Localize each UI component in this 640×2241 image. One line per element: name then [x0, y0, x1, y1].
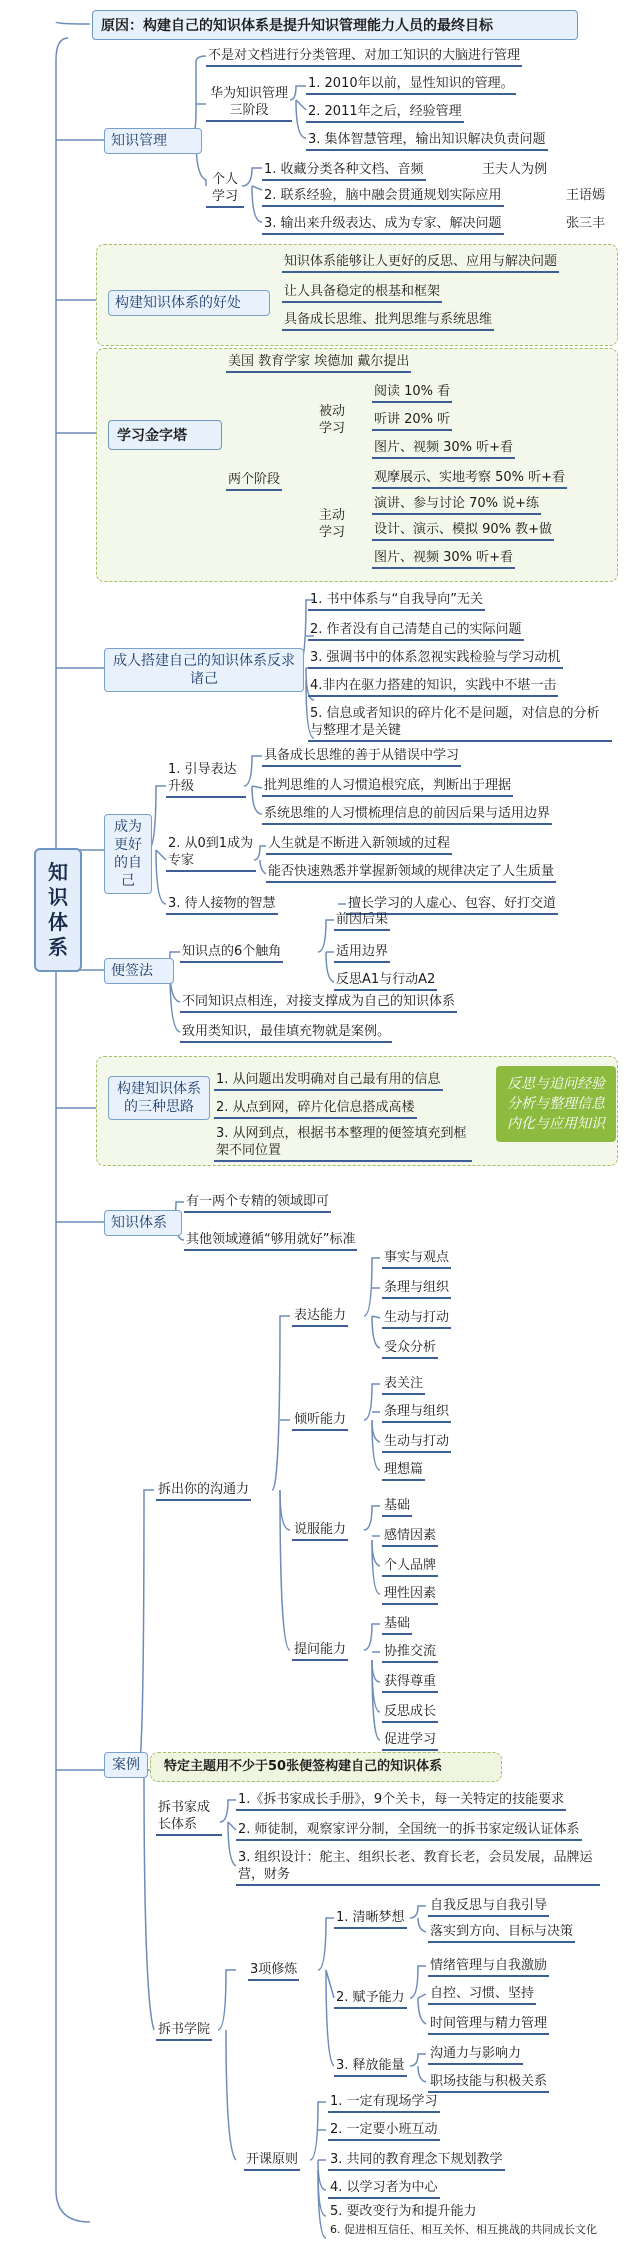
pyramid-origin: 美国 教育学家 埃德加 戴尔提出	[226, 352, 411, 373]
enter-new-fields: 人生就是不断进入新领域的过程	[266, 834, 452, 855]
expression-3: 生动与打动	[382, 1308, 451, 1329]
adult-point-3: 3. 强调书中的体系忽视实践检验与学习动机	[308, 648, 563, 669]
sticky-note-method-label: 便签法	[111, 963, 153, 979]
empowerment-2: 自控、习惯、坚持	[428, 1984, 536, 2005]
reason-label: 原因：构建自己的知识体系是提升知识管理能力人员的最终目标	[101, 18, 493, 34]
benefit-1: 知识体系能够让人更好的反思、应用与解决问题	[282, 252, 559, 273]
reason-node	[92, 10, 578, 40]
knowledge-management-label: 知识管理	[111, 133, 167, 149]
book-splitter-academy: 拆书学院	[156, 2020, 212, 2041]
personal-learning: 个人学习	[206, 170, 244, 208]
active-1: 演讲、参与讨论 70% 说+练	[372, 494, 541, 515]
expression-upgrade: 1. 引导表达升级	[166, 760, 246, 798]
questioning-5: 促进学习	[382, 1730, 438, 1751]
passive-learning: 被动学习	[318, 404, 345, 436]
practice-release-energy: 3. 释放能量	[334, 2056, 407, 2077]
active-3: 图片、视频 30% 听+看	[372, 548, 515, 569]
approach-1: 1. 从问题出发明确对自己最有用的信息	[214, 1070, 443, 1091]
growth-system-3: 3. 组织设计：舵主、组织长老、教育长老，会员发展，品牌运营，财务	[236, 1848, 600, 1886]
growth-system-1: 1.《拆书家成长手册》，9个关卡，每一关特定的技能要求	[236, 1790, 566, 1811]
listening-3: 生动与打动	[382, 1432, 451, 1453]
six-tentacles: 知识点的6个触角	[180, 942, 283, 963]
root-label: 知识体系	[48, 860, 68, 959]
personal-learning-3-example: 张三丰	[566, 216, 606, 231]
approach-2: 2. 从点到网，碎片化信息搭成高楼	[214, 1098, 417, 1119]
good-learner-traits: 擅长学习的人虚心、包容、好打交道	[346, 894, 558, 915]
passive-1: 阅读 10% 看	[372, 382, 452, 403]
principle-4: 4. 以学习者为中心	[328, 2178, 440, 2199]
pyramid-panel	[96, 348, 618, 582]
expression-4: 受众分析	[382, 1338, 438, 1359]
adult-point-4: 4.非内在驱力搭建的知识，实践中不堪一击	[308, 676, 558, 697]
benefit-2: 让人具备稳定的根基和框架	[282, 282, 442, 303]
questioning-ability: 提问能力	[292, 1640, 348, 1661]
practice-clear-dream: 1. 清晰梦想	[334, 1908, 407, 1929]
sticky-note-method-node	[104, 958, 174, 984]
critical-mindset: 批判思维的人习惯追根究底，判断出于理据	[262, 776, 513, 797]
persuasion-2: 感情因素	[382, 1526, 438, 1547]
release-energy-2: 职场技能与积极关系	[428, 2072, 549, 2093]
case-label: 案例	[112, 1757, 140, 1773]
principle-6: 6. 促进相互信任、相互关怀、相互挑战的共同成长文化	[330, 2223, 597, 2236]
release-energy-1: 沟通力与影响力	[428, 2044, 523, 2065]
huawei-three-stages: 华为知识管理三阶段	[206, 84, 292, 122]
listening-ability: 倾听能力	[292, 1410, 348, 1431]
questioning-2: 协推交流	[382, 1642, 438, 1663]
personal-learning-2-example: 王语嫣	[566, 188, 606, 203]
principle-1: 1. 一定有现场学习	[328, 2092, 440, 2113]
passive-3: 图片、视频 30% 听+看	[372, 438, 515, 459]
fifty-notes-hint: 特定主题用不少于50张便签构建自己的知识体系	[164, 1759, 443, 1774]
adult-point-1: 1. 书中体系与“自我导向”无关	[308, 590, 485, 611]
huawei-stage-2: 2. 2011年之后，经验管理	[306, 102, 464, 123]
better-self-label: 成为更好的自己	[114, 819, 142, 889]
three-approaches-node	[108, 1076, 210, 1120]
master-new-fields: 能否快速熟悉并掌握新领域的规律决定了人生质量	[266, 862, 556, 883]
benefit-3: 具备成长思维、批判思维与系统思维	[282, 310, 494, 331]
two-stages: 两个阶段	[226, 470, 282, 491]
listening-1: 表关注	[382, 1374, 425, 1395]
adult-knowledge-node	[104, 648, 304, 692]
active-2: 设计、演示、模拟 90% 教+做	[372, 520, 554, 541]
approaches-summary-tag	[496, 1066, 616, 1142]
benefits-label: 构建知识体系的好处	[115, 295, 241, 311]
learning-pyramid-node	[108, 420, 222, 450]
persuasion-1: 基础	[382, 1496, 412, 1517]
growth-mindset: 具备成长思维的善于从错误中学习	[262, 746, 461, 767]
personal-learning-2: 2. 联系经验，脑中融会贯通规划实际应用	[262, 186, 504, 207]
root-node	[34, 848, 82, 972]
approaches-summary-text: 反思与追问经验分析与整理信息内化与应用知识	[507, 1076, 605, 1132]
km-definition: 不是对文档进行分类管理、对加工知识的大脑进行管理	[206, 46, 522, 67]
adult-knowledge-label: 成人搭建自己的知识体系反求诸己	[113, 653, 295, 687]
communication-breakdown: 拆出你的沟通力	[156, 1480, 251, 1501]
course-principles: 开课原则	[244, 2150, 300, 2171]
personal-learning-3: 3. 输出来升级表达、成为专家、解决问题	[262, 214, 504, 235]
persuasion-4: 理性因素	[382, 1584, 438, 1605]
clear-dream-2: 落实到方向、目标与决策	[428, 1922, 575, 1943]
zero-to-one-expert: 2. 从0到1成为专家	[166, 834, 256, 872]
principle-5: 5. 要改变行为和提升能力	[330, 2204, 477, 2219]
applicable-boundary: 适用边界	[334, 942, 390, 963]
connect-knowledge-points: 不同知识点相连，对接支撑成为自己的知识体系	[180, 992, 457, 1013]
three-practices: 3项修炼	[248, 1960, 299, 1981]
better-self-node	[104, 814, 152, 894]
questioning-4: 反思成长	[382, 1702, 438, 1723]
expression-2: 条理与组织	[382, 1278, 451, 1299]
expression-1: 事实与观点	[382, 1248, 451, 1269]
expression-ability: 表达能力	[292, 1306, 348, 1327]
benefits-node	[108, 290, 270, 316]
passive-4: 观摩展示、实地考察 50% 听+看	[372, 468, 567, 489]
one-or-two-specialties: 有一两个专精的领域即可	[184, 1192, 331, 1213]
personal-learning-1-example: 王夫人为例	[482, 162, 548, 177]
principle-3: 3. 共同的教育理念下规划教学	[328, 2150, 505, 2171]
case-node	[104, 1752, 148, 1778]
principle-2: 2. 一定要小班互动	[328, 2120, 440, 2141]
adult-point-5: 5. 信息或者知识的碎片化不是问题，对信息的分析与整理才是关键	[308, 704, 612, 742]
cause-effect: 前因后果	[334, 910, 390, 931]
growth-system-2: 2. 师徒制，观察家评分制，全国统一的拆书家定级认证体系	[236, 1820, 582, 1841]
knowledge-system-node	[104, 1210, 182, 1236]
use-case-filling: 致用类知识，最佳填充物就是案例。	[180, 1022, 392, 1043]
active-learning: 主动学习	[318, 508, 345, 540]
system-mindset: 系统思维的人习惯梳理信息的前因后果与适用边界	[262, 804, 552, 825]
persuasion-ability: 说服能力	[292, 1520, 348, 1541]
book-splitter-growth-system: 拆书家成长体系	[156, 1798, 222, 1836]
adult-point-2: 2. 作者没有自己清楚自己的实际问题	[308, 620, 524, 641]
listening-4: 理想篇	[382, 1460, 425, 1481]
clear-dream-1: 自我反思与自我引导	[428, 1896, 549, 1917]
social-wisdom: 3. 待人接物的智慧	[166, 894, 278, 915]
knowledge-management-node	[104, 128, 202, 154]
questioning-3: 获得尊重	[382, 1672, 438, 1693]
passive-2: 听讲 20% 听	[372, 410, 452, 431]
persuasion-3: 个人品牌	[382, 1556, 438, 1577]
empowerment-3: 时间管理与精力管理	[428, 2014, 549, 2035]
personal-learning-1: 1. 收藏分类各种文档、音频	[262, 160, 426, 181]
practice-empowerment: 2. 赋予能力	[334, 1988, 407, 2009]
learning-pyramid-label: 学习金字塔	[117, 428, 187, 444]
questioning-1: 基础	[382, 1614, 412, 1635]
good-enough-standard: 其他领域遵循“够用就好”标准	[184, 1230, 357, 1251]
approach-3: 3. 从网到点，根据书本整理的便签填充到框架不同位置	[214, 1124, 472, 1162]
huawei-stage-1: 1. 2010年以前，显性知识的管理。	[306, 74, 516, 95]
reflection-action: 反思A1与行动A2	[334, 970, 437, 991]
listening-2: 条理与组织	[382, 1402, 451, 1423]
huawei-stage-3: 3. 集体智慧管理，输出知识解决负责问题	[306, 130, 548, 151]
empowerment-1: 情绪管理与自我激励	[428, 1956, 549, 1977]
knowledge-system-label: 知识体系	[111, 1215, 167, 1231]
three-approaches-label: 构建知识体系的三种思路	[117, 1081, 201, 1115]
